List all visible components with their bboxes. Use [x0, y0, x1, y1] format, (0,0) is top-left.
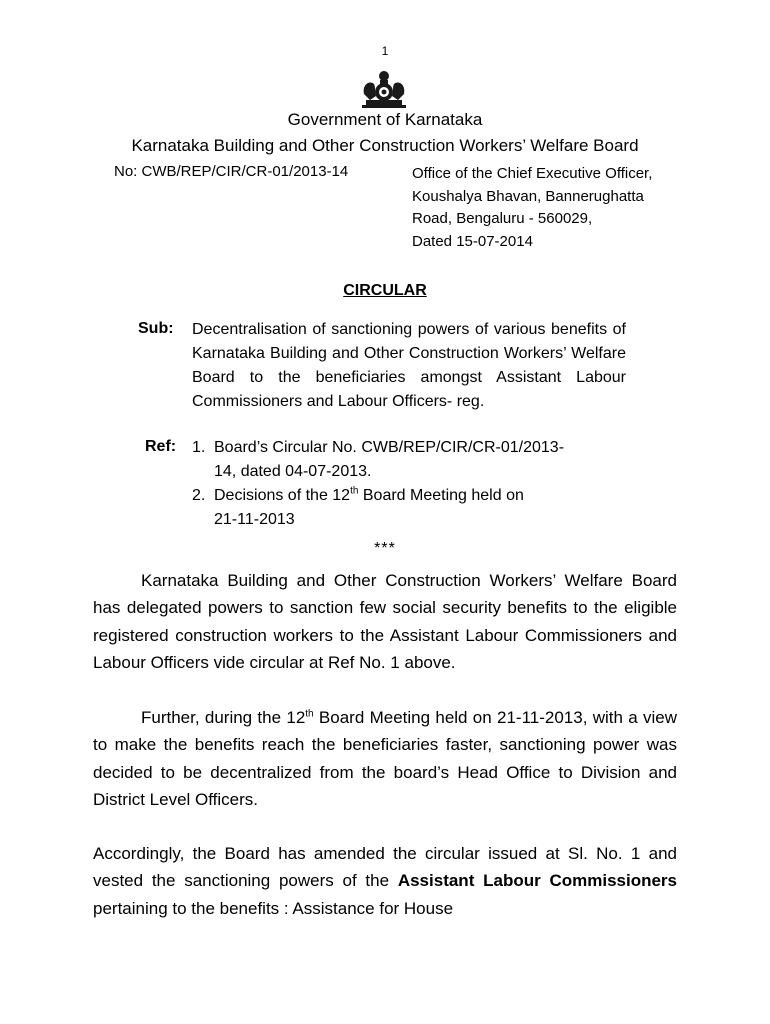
ordinal-suffix: th	[350, 485, 359, 497]
board-title: Karnataka Building and Other Construction Workers’ Welfare Board	[131, 136, 639, 155]
reference-item	[192, 436, 626, 484]
reference-text-continued: 14, dated 04-07-2013.	[214, 463, 372, 480]
body-paragraph	[93, 704, 677, 813]
government-title: Government of Karnataka	[287, 110, 483, 129]
reference-text: Board’s Circular No. CWB/REP/CIR/CR-01/2013-	[214, 439, 565, 456]
subject-text: Decentralisation of sanctioning powers of various benefits of Karnataka Building and Other Construction Workers’ Welfare Board to the beneficiaries amongst Assistant Labour Commissioners and Labour Officers- reg.	[192, 321, 626, 410]
reference-text: Decisions of the 12	[214, 487, 351, 504]
office-line: Koushalya Bhavan, Bannerughatta	[412, 187, 644, 205]
body-paragraph	[93, 567, 677, 676]
reference-label: Ref:	[145, 438, 177, 455]
paragraph-bold-text: Assistant Labour Commissioners	[397, 871, 677, 891]
paragraph-text: Karnataka Building and Other Construction Workers’ Welfare Board has delegated powers to sanction few social security benefits to the eligible registered construction workers to the Assistant Labour Commissioners and Labour Officers vide circular at Ref No. 1 above.	[93, 571, 677, 672]
reference-number: No: CWB/REP/CIR/CR-01/2013-14	[114, 163, 349, 180]
office-line: Office of the Chief Executive Officer,	[412, 165, 653, 182]
paragraph-text: pertaining to the benefits : Assistance for House	[93, 898, 454, 918]
page-number: 1	[381, 44, 389, 58]
karnataka-emblem-icon	[358, 70, 410, 110]
circular-heading: CIRCULAR	[343, 282, 427, 299]
office-line: Road, Bengaluru - 560029,	[412, 210, 593, 227]
office-address	[412, 163, 652, 253]
paragraph-text: Further, during the 12	[141, 708, 306, 727]
body-paragraph	[93, 840, 677, 922]
reference-number-marker: 2.	[192, 487, 206, 504]
subject-label: Sub:	[138, 320, 174, 337]
date-line: Dated 15-07-2014	[412, 232, 533, 250]
reference-item	[192, 484, 626, 532]
ordinal-suffix: th	[305, 708, 314, 720]
reference-number-marker: 1.	[192, 439, 206, 456]
reference-text-continued: 21-11-2013	[214, 511, 295, 528]
paragraph-text: Accordingly, the Board has amended the circular issued at Sl. No. 1 and vested the sanctioning powers of the	[93, 844, 677, 891]
section-separator: ***	[374, 540, 396, 557]
reference-text: Board Meeting held on	[358, 487, 524, 504]
paragraph-text: Board Meeting held on 21-11-2013, with a view to make the benefits reach the beneficiaries faster, sanctioning power was decided to be decentralized from the board’s Head Office to Division and District Level Officers.	[93, 708, 678, 809]
